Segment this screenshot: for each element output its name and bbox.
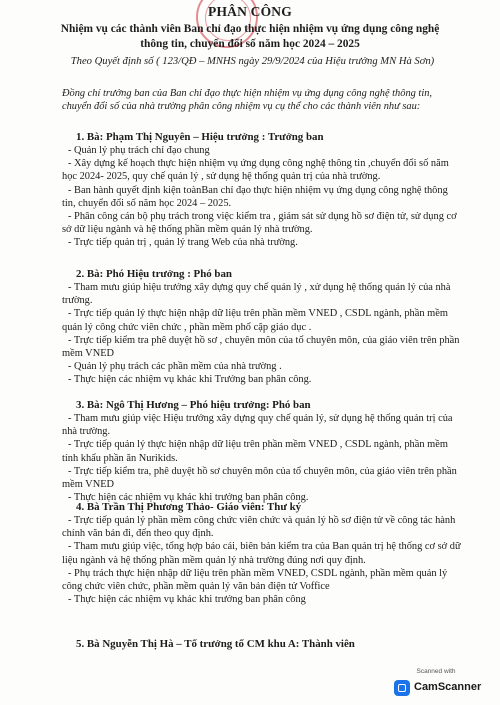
list-item: - Tham mưu giúp việc Hiệu trưởng xây dựng quy chế quản lý, sử dụng hệ thống quản trị của nhà trường.	[62, 413, 453, 438]
list-item: - Tham mưu giúp việc, tổng hợp báo cái, biên bản kiểm tra của Ban quản trị hệ thống cơ sở dữ liệu ngành và hệ thống phần mềm quản lý nhà trường đúng nơi quy định.	[62, 541, 461, 566]
list-item: - Trực tiếp quản lý thực hiện nhập dữ liệu trên phần mềm VNED , CSDL ngành, phần mềm tính khẩu phần ăn Nurikids.	[62, 439, 448, 464]
intro-paragraph: Đồng chí trưởng ban của Ban chỉ đạo thực hiện nhiệm vụ ứng dụng công nghệ thông tin, chuyển đổi số của nhà trường phân công nhiệm vụ cụ thể cho các thành viên như sau:	[62, 88, 433, 113]
list-item: - Tham mưu giúp hiệu trưởng xây dựng quy chế quản lý , xử dụng hệ thống quản lý của nhà trường.	[62, 282, 451, 307]
list-item: - Trực tiếp kiểm tra phê duyệt hồ sơ , chuyên môn của tổ chuyên môn, của giáo viên trên phần mềm VNED	[62, 334, 460, 360]
list-item: - Trực tiếp kiểm tra, phê duyệt hồ sơ chuyên môn của tổ chuyên môn, của giáo viên trên phần mềm VNED	[62, 465, 457, 491]
camscanner-brand: CamScanner	[414, 681, 482, 693]
section-heading: 2. Bà: Phó Hiệu trưởng : Phó ban	[76, 268, 232, 280]
list-item: - Ban hành quyết định kiện toànBan chỉ đạo thực hiện nhiệm vụ ứng dụng công nghệ thông tin, chuyển đổi số năm học 2024 – 2025.	[62, 184, 448, 209]
list-item: - Quản lý phụ trách chỉ đạo chung	[68, 145, 210, 156]
list-item: - Quản lý phụ trách các phần mềm của nhà trường .	[68, 361, 282, 373]
section-1	[62, 130, 462, 250]
scanned-with-label: Scanned with	[416, 668, 456, 675]
decision-reference: Theo Quyết định số ( 123/QĐ – MNHS ngày 29/9/2024 của Hiệu trưởng MN Hà Sơn)	[70, 56, 435, 67]
list-item: - Thực hiện các nhiệm vụ khác khi Trưởng ban phân công.	[68, 374, 312, 386]
section-heading: 3. Bà: Ngô Thị Hương – Phó hiệu trưởng: Phó ban	[76, 399, 311, 411]
list-item: - Trực tiếp quản lý phần mềm công chức viên chức và quản lý hồ sơ điện tử về công tác hành chính văn bản đi, đến theo quy định.	[62, 515, 456, 540]
list-item: - Thực hiện các nhiệm vụ khác khi trưởng ban phân công	[68, 594, 306, 606]
section-4	[62, 500, 462, 606]
section-5	[62, 637, 462, 651]
section-2	[62, 267, 462, 387]
list-item: - Thực hiện các nhiệm vụ khác khi trưởng ban phân công.	[68, 492, 309, 504]
list-item: - Trực tiếp quản lý thực hiện nhập dữ liệu trên phần mềm VNED , CSDL ngành, phần mềm quản lý công chức viên chức , phần mềm phổ cập giáo dục .	[62, 308, 448, 333]
document-title: PHÂN CÔNG	[208, 4, 292, 19]
list-item: - Trực tiếp quản trị , quản lý trang Web của nhà trường.	[68, 237, 298, 249]
list-item: - Phụ trách thực hiện nhập dữ liệu trên phần mềm VNED, CSDL ngành, phần mềm quản lý công chức viên chức, phần mềm quản lý văn bản điện tử Voffice	[62, 567, 448, 593]
section-heading: 4. Bà Trần Thị Phương Thảo- Giáo viên: Thư ký	[76, 501, 302, 513]
document-subtitle: Nhiệm vụ các thành viên Ban chỉ đạo thực hiện nhiệm vụ ứng dụng công nghệ thông tin, chuyển đổi số năm học 2024 – 2025	[60, 23, 440, 50]
camscanner-logo-icon	[394, 680, 410, 696]
section-heading: 1. Bà: Phạm Thị Nguyên – Hiệu trưởng : Trưởng ban	[76, 131, 324, 143]
section-heading: 5. Bà Nguyễn Thị Hà – Tổ trưởng tổ CM khu A: Thành viên	[76, 638, 355, 650]
camscanner-watermark	[390, 668, 482, 699]
section-3	[62, 398, 462, 504]
list-item: - Phân công cán bộ phụ trách trong việc kiểm tra , giám sát sử dụng hồ sơ điện tử, sử dụng cơ sở dữ liệu ngành và hệ thống phần mềm quản lý nhà trường.	[62, 211, 457, 236]
list-item: - Xây dựng kế hoạch thực hiện nhiệm vụ ứng dụng công nghệ thông tin ,chuyển đổi số năm học 2024- 2025, quy chế quản lý , sử dụng hệ thống quản trị của nhà trường.	[62, 158, 449, 183]
